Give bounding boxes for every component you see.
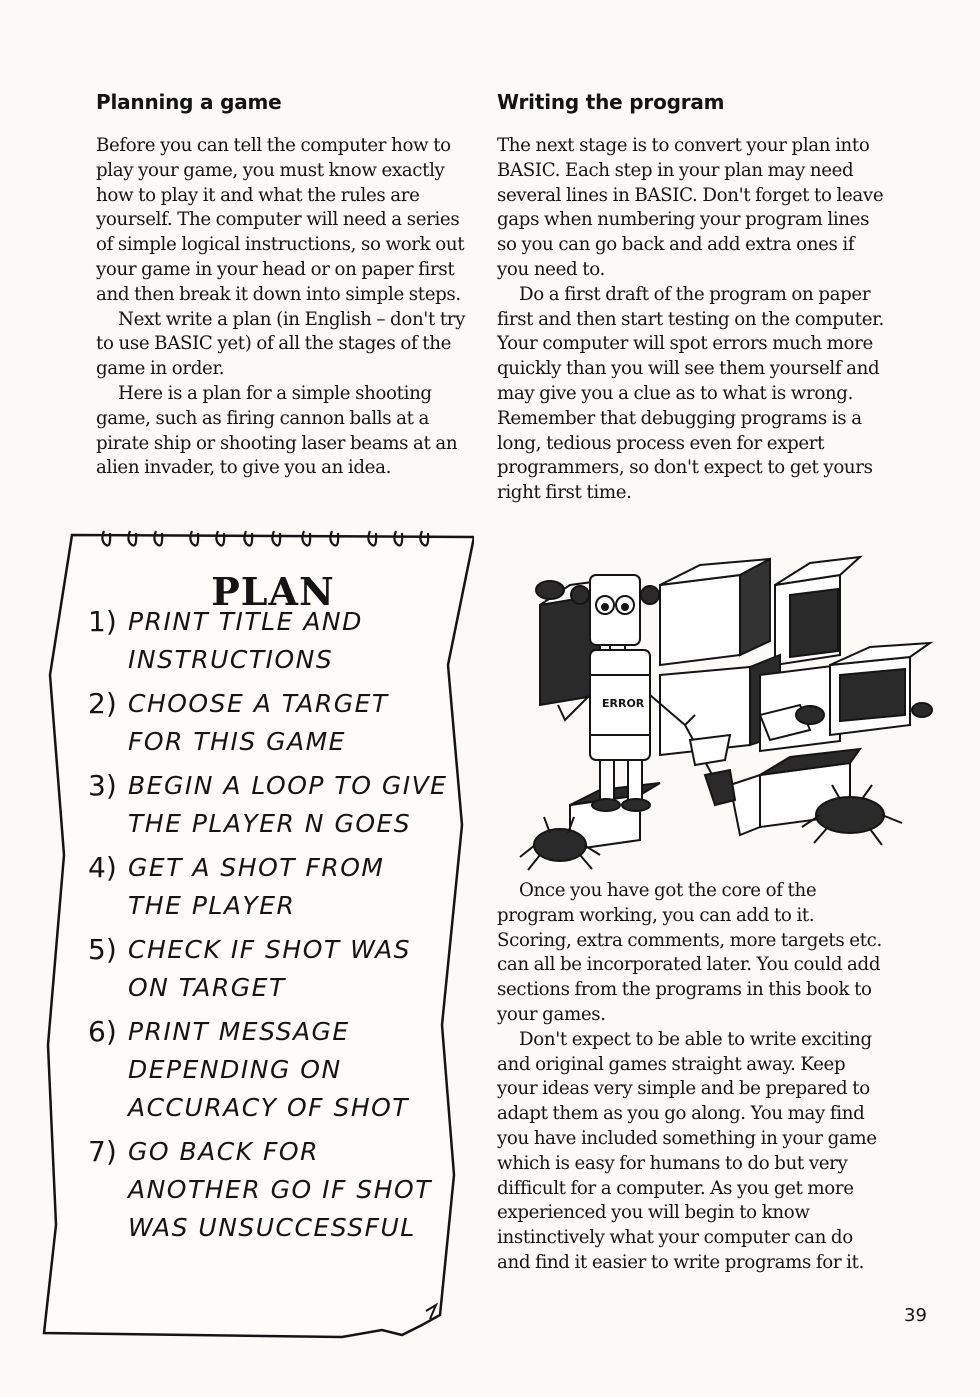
- right-column-bottom: [497, 879, 889, 1276]
- writing-paragraph-2: Do a first draft of the program on paper first and then start testing on the computer. Your computer will spot errors much more quickly than you will see them yourself and may give you a clue as to what is wrong. Remember that debugging programs is a long, tedious process even for expert programmers, so don't expect to get yours right first time.: [497, 283, 884, 504]
- step-text: GET A SHOT FROM THE PLAYER: [128, 853, 385, 920]
- writing-paragraph-1: The next stage is to convert your plan into BASIC. Each step in your plan may need several lines in BASIC. Don't forget to leave gaps when numbering your program lines so you can go back and add extra ones if you need to.: [497, 135, 884, 280]
- step-text: PRINT MESSAGE DEPENDING ON ACCURACY OF SHOT: [128, 1017, 410, 1122]
- step-text: GO BACK FOR ANOTHER GO IF SHOT WAS UNSUCCESSFUL: [128, 1137, 432, 1242]
- step-number: 2): [88, 687, 117, 720]
- robot-illustration-svg: [510, 545, 940, 875]
- step-number: 4): [88, 851, 117, 884]
- right-column: [497, 90, 889, 506]
- plan-step-7: [88, 1133, 448, 1247]
- plan-step-4: [88, 849, 448, 925]
- step-number: 6): [88, 1015, 117, 1048]
- robot-error-label: ERROR: [602, 697, 645, 710]
- writing-heading: Writing the program: [497, 90, 725, 114]
- plan-step-3: [88, 767, 448, 843]
- step-number: 7): [88, 1135, 117, 1168]
- step-number: 5): [88, 933, 117, 966]
- plan-step-2: [88, 685, 448, 761]
- plan-step-5: [88, 931, 448, 1007]
- writing-paragraph-3: Once you have got the core of the program working, you can add to it. Scoring, extra comments, more targets etc. can all be incorporated later. You could add sections from the programs in this book to your games.: [497, 880, 882, 1025]
- left-column: [96, 90, 472, 481]
- step-text: CHECK IF SHOT WAS ON TARGET: [128, 935, 412, 1002]
- planning-paragraph-1: Before you can tell the computer how to play your game, you must know exactly how to play it and what the rules are yourself. The computer will need a series of simple logical instructions, so work out your game in your head or on paper first and then break it down into simple steps.: [96, 135, 465, 305]
- plan-title: PLAN: [211, 569, 335, 614]
- plan-steps: [88, 603, 448, 1253]
- plan-notepad: [42, 525, 474, 1360]
- plan-step-1: [88, 603, 448, 679]
- step-text: PRINT TITLE AND INSTRUCTIONS: [128, 607, 363, 674]
- plan-step-6: [88, 1013, 448, 1127]
- planning-paragraph-2: Next write a plan (in English – don't try to use BASIC yet) of all the stages of the game in order.: [96, 308, 466, 380]
- writing-paragraph-4: Don't expect to be able to write exciting and original games straight away. Keep your ideas very simple and be prepared to adapt them as you go along. You may find you have included something in your game which is easy for humans to do but very difficult for a computer. As you get more experienced you will begin to know instinctively what your computer can do and find it easier to write programs for it.: [497, 1028, 877, 1273]
- page-number: 39: [904, 1305, 927, 1326]
- step-number: 1): [88, 605, 117, 638]
- planning-heading: Planning a game: [96, 90, 282, 114]
- step-text: CHOOSE A TARGET FOR THIS GAME: [128, 689, 389, 756]
- step-text: BEGIN A LOOP TO GIVE THE PLAYER N GOES: [128, 771, 448, 838]
- robot-bugs-illustration: [510, 545, 940, 875]
- step-number: 3): [88, 769, 117, 802]
- planning-paragraph-3: Here is a plan for a simple shooting game, such as firing cannon balls at a pirate ship or shooting laser beams at an alien invader, to give you an idea.: [96, 382, 458, 479]
